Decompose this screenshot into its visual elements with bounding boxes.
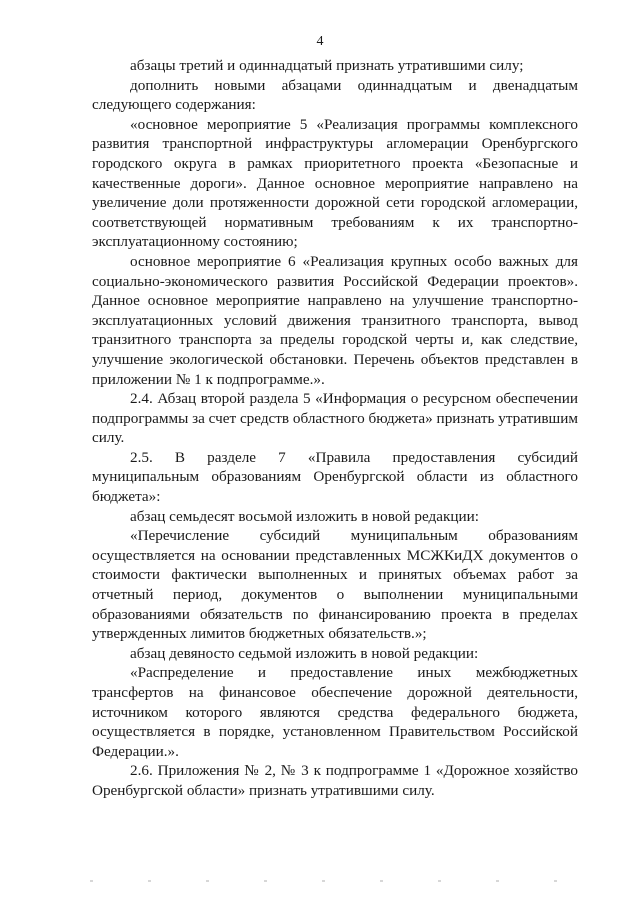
- page-number: 4: [316, 34, 324, 49]
- paragraph: «Перечисление субсидий муниципальным образованиям осуществляется на основании представленных МСЖКиДХ документов о стоимости фактически выполненных и принятых объемах работ за отчетный период, документов о выполнении муниципальными образованиями обязательств по финансированию проекта в пределах утвержденных лимитов бюджетных обязательств.»;: [92, 527, 578, 643]
- paragraph: 2.6. Приложения № 2, № 3 к подпрограмме 1 «Дорожное хозяйство Оренбургской области» признать утратившими силу.: [92, 762, 578, 799]
- paragraph: абзацы третий и одиннадцатый признать утратившими силу;: [130, 57, 524, 74]
- paragraph: абзац семьдесят восьмой изложить в новой редакции:: [130, 507, 479, 525]
- paragraph: 2.4. Абзац второй раздела 5 «Информация о ресурсном обеспечении подпрограммы за счет средств областного бюджета» признать утратившим силу.: [92, 390, 578, 447]
- paragraph: абзац девяносто седьмой изложить в новой редакции:: [130, 644, 479, 662]
- paragraph: «основное мероприятие 5 «Реализация программы комплексного развития транспортной инфраструктуры агломерации Оренбургского городского округа в рамках приоритетного проекта «Безопасные и качественные дороги». Данное основное мероприятие направлено на увеличение доли протяженности дорожной сети городской агломерации, соответствующей нормативным требованиям к их транспортно-эксплуатационному состоянию;: [92, 115, 578, 251]
- paragraph: 2.5. В разделе 7 «Правила предоставления субсидий муниципальным образованиям Оренбургской области из областного бюджета»:: [92, 448, 578, 506]
- scan-artifact-divider: [90, 880, 610, 882]
- paragraph: «Распределение и предоставление иных межбюджетных трансфертов на финансовое обеспечение дорожной деятельности, источником которого являются средства федерального бюджета, осуществляется в порядке, установленном Правительством Российской Федерации.».: [92, 664, 578, 760]
- paragraph: основное мероприятие 6 «Реализация крупных особо важных для социально-экономического развития Российской Федерации проектов». Данное основное мероприятие направлено на улучшение транспортно-эксплуатационных условий движения транзитного транспорта, вывод транзитного транспорта за пределы городской черты и, как следствие, улучшение экологической обстановки. Перечень объектов представлен в приложении № 1 к подпрограмме.».: [92, 252, 578, 388]
- document-body: [92, 56, 578, 801]
- paragraph: дополнить новыми абзацами одиннадцатым и двенадцатым следующего содержания:: [92, 76, 578, 114]
